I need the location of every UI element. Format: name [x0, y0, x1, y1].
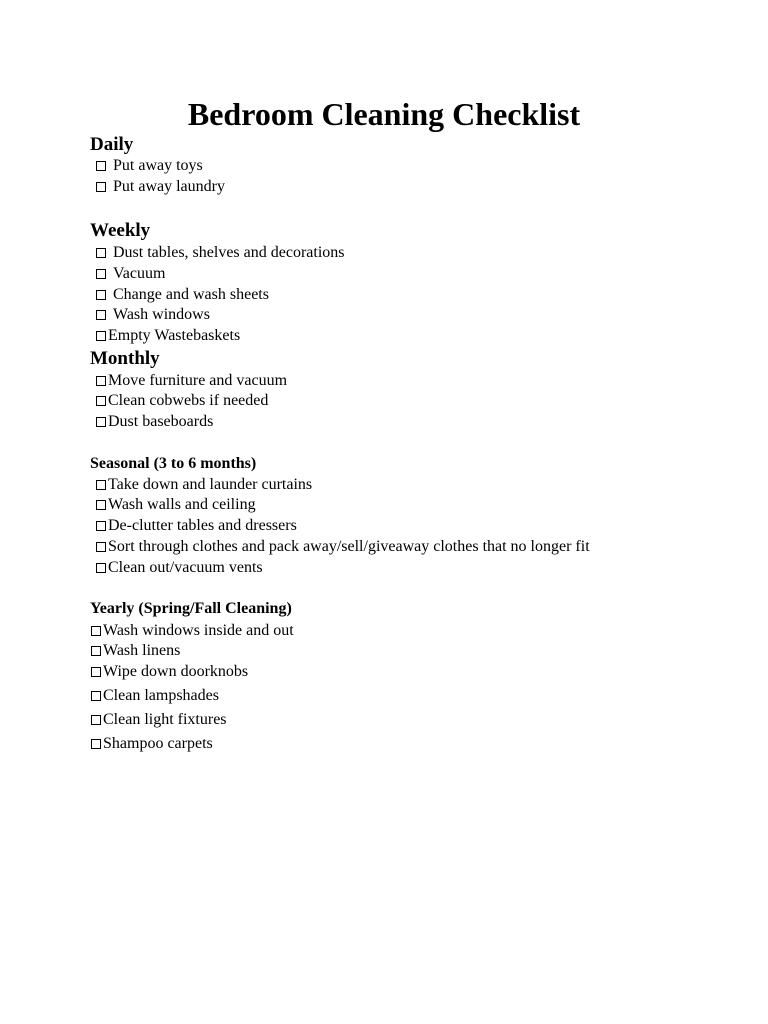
- list-item[interactable]: [91, 621, 294, 641]
- section-heading: Monthly: [90, 348, 160, 369]
- list-item[interactable]: [96, 326, 240, 346]
- item-label: Dust baseboards: [108, 413, 214, 430]
- item-label: De-clutter tables and dressers: [108, 517, 297, 534]
- item-label: Take down and launder curtains: [108, 476, 313, 493]
- list-item[interactable]: [96, 412, 213, 432]
- list-item[interactable]: [96, 305, 210, 325]
- item-label: Vacuum: [113, 265, 166, 282]
- list-item[interactable]: [96, 537, 590, 557]
- checkbox-icon[interactable]: [96, 376, 106, 386]
- checkbox-icon[interactable]: [96, 500, 106, 510]
- list-item[interactable]: [91, 734, 213, 754]
- list-item[interactable]: [96, 285, 269, 305]
- checkbox-icon[interactable]: [91, 646, 101, 656]
- checkbox-icon[interactable]: [96, 310, 106, 320]
- list-item[interactable]: [96, 371, 287, 391]
- item-label: Put away toys: [113, 157, 203, 174]
- checkbox-icon[interactable]: [96, 269, 106, 279]
- list-item[interactable]: [91, 686, 219, 706]
- item-label: Clean lampshades: [103, 687, 219, 704]
- section-heading: Seasonal (3 to 6 months): [90, 455, 257, 472]
- page-title: Bedroom Cleaning Checklist: [187, 96, 581, 132]
- list-item[interactable]: [96, 243, 345, 263]
- item-label: Wipe down doorknobs: [103, 663, 249, 680]
- item-label: Dust tables, shelves and decorations: [113, 244, 345, 261]
- item-label: Shampoo carpets: [103, 735, 213, 752]
- checkbox-icon[interactable]: [96, 563, 106, 573]
- item-label: Change and wash sheets: [113, 286, 269, 303]
- item-label: Clean cobwebs if needed: [108, 392, 269, 409]
- checkbox-icon[interactable]: [96, 290, 106, 300]
- checkbox-icon[interactable]: [96, 542, 106, 552]
- item-label: Sort through clothes and pack away/sell/giveaway clothes that no longer fit: [108, 538, 590, 555]
- list-item[interactable]: [96, 264, 165, 284]
- checkbox-icon[interactable]: [91, 739, 101, 749]
- item-label: Clean out/vacuum vents: [108, 559, 263, 576]
- section-heading: Yearly (Spring/Fall Cleaning): [90, 600, 292, 617]
- checkbox-icon[interactable]: [96, 182, 106, 192]
- section-heading: Daily: [90, 134, 134, 155]
- checkbox-icon[interactable]: [96, 480, 106, 490]
- item-label: Wash walls and ceiling: [108, 496, 256, 513]
- item-label: Wash windows: [113, 306, 210, 323]
- checkbox-icon[interactable]: [91, 691, 101, 701]
- list-item[interactable]: [91, 641, 180, 661]
- checkbox-icon[interactable]: [96, 248, 106, 258]
- list-item[interactable]: [96, 475, 312, 495]
- list-item[interactable]: [96, 516, 297, 536]
- checkbox-icon[interactable]: [96, 396, 106, 406]
- list-item[interactable]: [96, 558, 263, 578]
- list-item[interactable]: [91, 710, 227, 730]
- checkbox-icon[interactable]: [96, 417, 106, 427]
- checkbox-icon[interactable]: [96, 331, 106, 341]
- item-label: Put away laundry: [113, 178, 225, 195]
- checkbox-icon[interactable]: [91, 667, 101, 677]
- checkbox-icon[interactable]: [96, 521, 106, 531]
- list-item[interactable]: [96, 495, 256, 515]
- list-item[interactable]: [96, 177, 225, 197]
- item-label: Wash linens: [103, 642, 181, 659]
- list-item[interactable]: [96, 156, 203, 176]
- checkbox-icon[interactable]: [91, 715, 101, 725]
- list-item[interactable]: [91, 662, 248, 682]
- item-label: Move furniture and vacuum: [108, 372, 288, 389]
- checkbox-icon[interactable]: [91, 626, 101, 636]
- item-label: Wash windows inside and out: [103, 622, 294, 639]
- item-label: Empty Wastebaskets: [108, 327, 241, 344]
- list-item[interactable]: [96, 391, 268, 411]
- checkbox-icon[interactable]: [96, 161, 106, 171]
- section-heading: Weekly: [90, 220, 151, 241]
- item-label: Clean light fixtures: [103, 711, 227, 728]
